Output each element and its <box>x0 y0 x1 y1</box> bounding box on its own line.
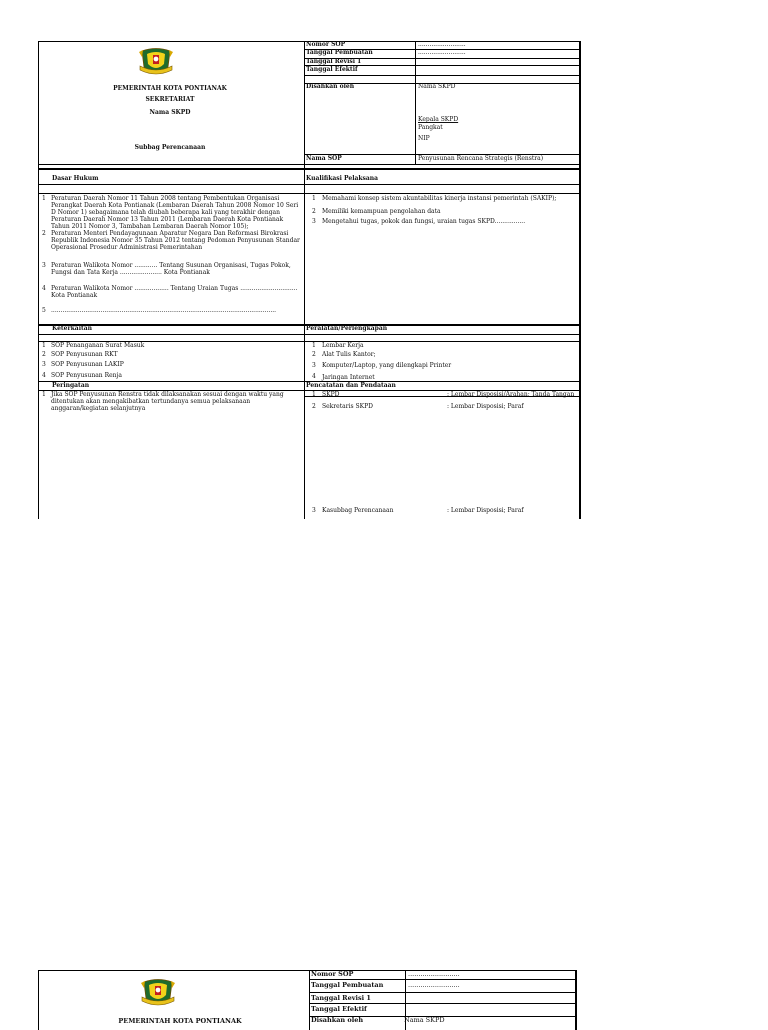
list-item-number: 3 <box>312 362 316 369</box>
list-item: Memahami konsep sistem akuntabilitas kinerja instansi pemerintah (SAKIP); <box>322 195 557 202</box>
tanggal-efektif-label: Tanggal Efektif <box>306 66 358 73</box>
list-item: SOP Penyusunan RKT <box>51 351 118 358</box>
list-item-doc: : Lembar Disposisi; Paraf <box>447 507 524 514</box>
tanggal-revisi-label: Tanggal Revisi 1 <box>306 58 362 65</box>
nomor-sop-label: Nomor SOP <box>306 41 346 48</box>
nomor-sop-label: Nomor SOP <box>311 970 354 978</box>
list-item-number: 3 <box>42 262 46 269</box>
list-item-number: 1 <box>312 195 316 202</box>
vline <box>38 970 39 1030</box>
hline <box>38 184 581 185</box>
list-item: SOP Penyusunan Renja <box>51 372 122 379</box>
list-item: Peraturan Walikota Nomor ............ Tentang Susunan Organisasi, Tugas Pokok, Fungsi dan Tata Kerja ...................... Kota Pontianak <box>51 262 291 276</box>
list-item: SKPD <box>322 391 340 398</box>
list-item: ...................................................................................................................... <box>51 307 277 314</box>
list-item-number: 4 <box>42 285 46 292</box>
keterkaitan-title: Keterkaitan <box>52 325 92 332</box>
list-item-number: 1 <box>42 195 46 202</box>
list-item-number: 1 <box>312 391 316 398</box>
hline <box>309 1003 576 1004</box>
list-item: Jika SOP Penyusunan Renstra tidak dilaksanakan sesuai dengan waktu yang ditentukan akan mengakibatkan tertundanya semua pelaksanaan anggaran/kegiatan selanjutnya <box>51 391 284 412</box>
org-name: PEMERINTAH KOTA PONTIANAK <box>113 85 227 92</box>
list-item-number: 2 <box>312 403 316 410</box>
list-item: Sekretaris SKPD <box>322 403 373 410</box>
hline <box>304 75 580 76</box>
page1-column-divider <box>304 41 305 519</box>
list-item-number: 2 <box>42 230 46 237</box>
pontianak-emblem-logo <box>138 45 174 79</box>
unit-name: Nama SKPD <box>149 109 191 116</box>
list-item-number: 3 <box>42 361 46 368</box>
disahkan-oleh-value: Nama SKPD <box>418 83 456 90</box>
nip: NIP <box>418 135 430 142</box>
disahkan-oleh-label: Disahkan oleh <box>306 83 355 90</box>
list-item-number: 3 <box>312 218 316 225</box>
nama-sop-label: Nama SOP <box>306 155 342 162</box>
org-name: PEMERINTAH KOTA PONTIANAK <box>118 1017 242 1025</box>
list-item: Peraturan Menteri Pendayagunaan Aparatur Negara Dan Reformasi Birokrasi Republik Indonesia Nomor 35 Tahun 2012 tentang Pedoman Penyusunan Standar Operasional Prosedur Administrasi Pemerintahan <box>51 230 300 251</box>
list-item-number: 1 <box>312 342 316 349</box>
list-item: Memiliki kemampuan pengolahan data <box>322 208 441 215</box>
subunit-name: Subbag Perencanaan <box>134 144 206 151</box>
hline <box>309 979 576 980</box>
page1-header-field-divider <box>415 41 416 164</box>
list-item: Alat Tulis Kantor; <box>322 351 376 358</box>
list-item-number: 4 <box>312 373 316 380</box>
tanggal-pembuatan-value: ......................... <box>408 981 460 989</box>
hline <box>38 334 581 335</box>
hline <box>38 164 581 165</box>
list-item-number: 1 <box>42 342 46 349</box>
list-item: SOP Penyusunan LAKIP <box>51 361 124 368</box>
list-item: Komputer/Laptop, yang dilengkapi Printer <box>322 362 452 369</box>
dasar-hukum-title: Dasar Hukum <box>52 175 99 182</box>
tanggal-efektif-label: Tanggal Efektif <box>311 1005 367 1013</box>
nama-sop-value: Penyusunan Rencana Strategis (Renstra) <box>418 155 544 162</box>
hline <box>38 970 577 971</box>
list-item: Kasubbag Perencanaan <box>322 507 394 514</box>
disahkan-oleh-label: Disahkan oleh <box>311 1016 364 1024</box>
tanggal-pembuatan-value: ......................... <box>418 49 466 56</box>
list-item-number: 2 <box>312 351 316 358</box>
list-item-number: 2 <box>312 208 316 215</box>
list-item-number: 5 <box>42 307 46 314</box>
list-item-number: 2 <box>42 351 46 358</box>
pencatatan-title: Pencatatan dan Pendataan <box>306 382 396 389</box>
disahkan-oleh-value: Nama SKPD <box>404 1016 445 1024</box>
pontianak-emblem-logo <box>140 976 176 1010</box>
nomor-sop-value: ......................... <box>408 970 460 978</box>
pangkat: Pangkat <box>418 124 443 131</box>
list-item-number: 4 <box>42 372 46 379</box>
page1-left-border <box>38 41 39 519</box>
list-item-doc: : Lembar Disposisi/Arahan; Tanda Tangan <box>447 391 575 398</box>
list-item: Peraturan Daerah Nomor 11 Tahun 2008 tentang Pembentukan Organisasi Perangkat Daerah Kota Pontianak (Lembaran Daerah Tahun 2008 Nomor 10 Seri D Nomor 1) sebagaimana telah diubah beberapa kali yang terakhir dengan Peraturan Daerah Nomor 13 Tahun 2011 (Lembaran Daerah Kota Pontianak Tahun 2011 Nomor 3, Tambahan Lembaran Daerah Nomor 105); <box>51 195 299 230</box>
kepala-skpd: Kepala SKPD <box>418 116 459 123</box>
peralatan-title: Peralatan/Perlengkapan <box>306 325 388 332</box>
list-item: SOP Penanganan Surat Masuk <box>51 342 145 349</box>
tanggal-revisi-label: Tanggal Revisi 1 <box>311 994 371 1002</box>
page1-right-border <box>579 41 581 519</box>
hline <box>38 168 581 170</box>
tanggal-pembuatan-label: Tanggal Pembuatan <box>306 49 373 56</box>
list-item-number: 3 <box>312 507 316 514</box>
kualifikasi-title: Kualifikasi Pelaksana <box>306 175 379 182</box>
peringatan-title: Peringatan <box>52 382 90 389</box>
tanggal-pembuatan-label: Tanggal Pembuatan <box>311 981 384 989</box>
nomor-sop-value: ......................... <box>418 41 466 48</box>
hline <box>38 193 581 194</box>
list-item: Jaringan Internet <box>322 374 375 381</box>
hline <box>309 992 576 993</box>
list-item-number: 1 <box>42 391 46 398</box>
list-item: Lembar Kerja <box>322 342 364 349</box>
list-item: Peraturan Walikota Nomor .................. Tentang Uraian Tugas .............................. Kota Pontianak <box>51 285 298 299</box>
secretariat-name: SEKRETARIAT <box>145 96 195 103</box>
list-item-doc: : Lembar Disposisi; Paraf <box>447 403 524 410</box>
list-item: Mengetahui tugas, pokok dan fungsi, uraian tugas SKPD................ <box>322 218 526 225</box>
